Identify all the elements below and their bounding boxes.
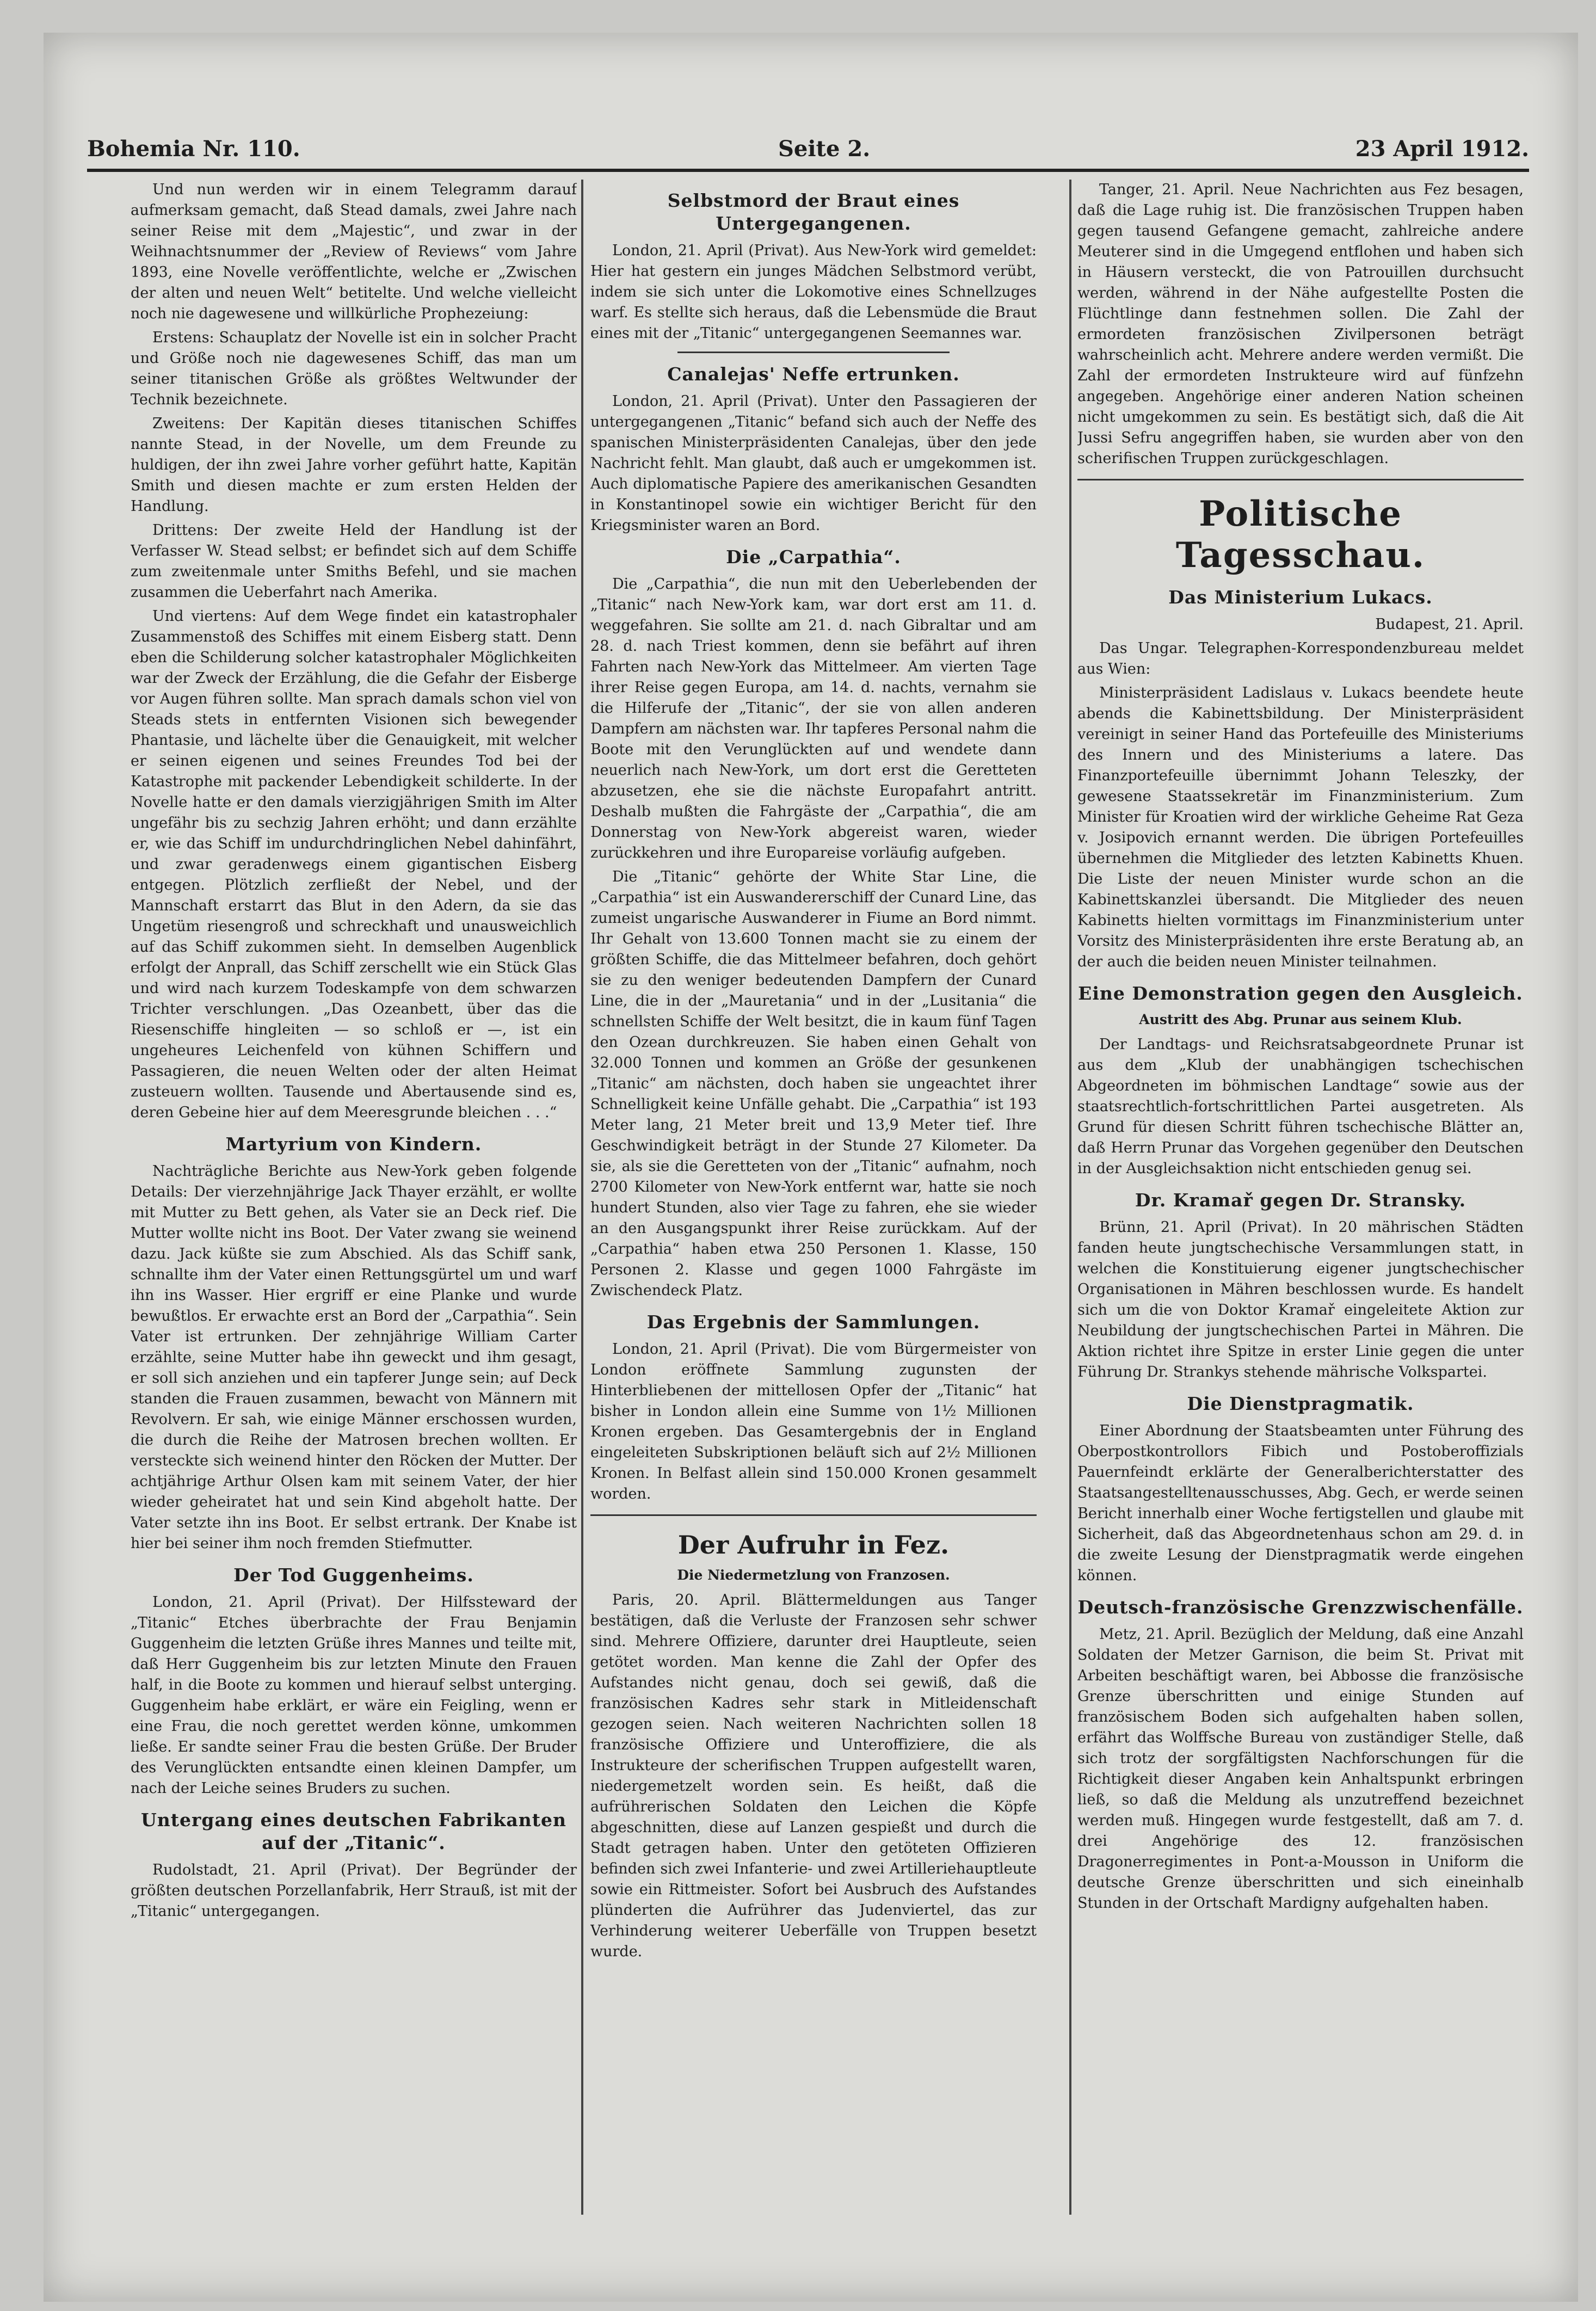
header-rule <box>87 169 1529 172</box>
headline-dienstpragmatik: Die Dienstpragmatik. <box>1187 1393 1414 1414</box>
headline-carpathia: Die „Carpathia“. <box>726 546 901 568</box>
column-1 <box>131 180 577 2215</box>
subheadline-aufruhr-fez: Die Niedermetzlung von Franzosen. <box>677 1567 950 1583</box>
article-separator <box>677 352 950 353</box>
headline-guggenheim: Der Tod Guggenheims. <box>233 1564 474 1586</box>
article-martyrium-body: Nachträgliche Berichte aus New-York geben folgende Details: Der vierzehnjährige Jack Thayer erzählt, er wollte mit Mutter zu Bett gehen, als Vater sie an Deck rief. Die Mutter wollte nicht ins Boot. Der Vater zwang sie weinend dazu. Jack küßte sie zum Abschied. Als das Schiff sank, schnallte ihm der Vater einen Rettungsgürtel um und warf ihn ins Wasser. Hier ergriff er eine Planke und wurde bewußtlos. Er erwachte erst an Bord der „Carpathia“. Sein Vater ist ertrunken. Der zehnjährige William Carter erzählte, seine Mutter habe ihn geweckt und ihm gesagt, er soll sich anziehen und ein tapferer Junge sein; auf Deck standen die Frauen zusammen, bewacht von Männern mit Revolvern. Er sah, wie einige Männer erschossen wurden, die durch die Reihe der Matrosen brechen wollten. Er versteckte sich weinend hinter den Röcken der Mutter. Der achtjährige Arthur Olsen kam mit seinem Vater, der hier wieder geheiratet hat und sein Kind abgeholt hatte. Der Vater setzte ihn ins Boot. Er selbst ertrank. Der Knabe ist hier bei seiner ihm noch fremden Stiefmutter. <box>131 1163 577 1552</box>
article-lukacs-body: Ministerpräsident Ladislaus v. Lukacs beendete heute abends die Kabinettsbildung. Der Ministerpräsident vereinigt in seiner Hand das Portefeuille des Ministeriums des Innern und des Ministeriums a latere. Das Finanzportefeuille übernimmt Johann Teleszky, der gewesene Staatssekretär im Finanzministerium. Zum Minister für Kroatien wird der wirkliche Geheime Rat Geza v. Josipovich ernannt werden. Die übrigen Portefeuilles übernehmen die Mitglieder des letzten Kabinetts Khuen. Die Liste der neuen Minister wurde schon an die Kabinettskanzlei übersandt. Die Mitglieder des neuen Kabinetts hielten vormittags im Finanzministerium unter Vorsitz des Ministerpräsidenten ihre erste Beratung ab, an der auch die beiden neuen Minister teilnahmen. <box>1077 685 1524 970</box>
column-2 <box>590 180 1037 2215</box>
article-selbstmord-body: London, 21. April (Privat). Aus New-York wird gemeldet: Hier hat gestern ein junges Mädchen Selbstmord verübt, indem sie sich unter die Lokomotive eines Schnellzuges warf. Es stellte sich heraus, daß die Lebensmüde die Braut eines mit der „Titanic“ untergegangenen Seemannes war. <box>590 242 1037 342</box>
stead-paragraph-intro: Und nun werden wir in einem Telegramm darauf aufmerksam gemacht, daß Stead damals, zwei Jahre nach seiner Reise mit dem „Majestic“, und zwar in der Weihnachtsnummer der „Review of Reviews“ vom Jahre 1893, eine Novelle veröffentlichte, welche er „Zwischen der alten und neuen Welt“ betitelte. Und welche vielleicht noch nie dagewesene und willkürliche Prophezeiung: <box>131 181 577 322</box>
subheadline-demonstration: Austritt des Abg. Prunar aus seinem Klub. <box>1139 1012 1462 1027</box>
headline-grenzzwischenfaelle: Deutsch-französische Grenzzwischenfälle. <box>1077 1597 1524 1618</box>
article-tanger-body: Tanger, 21. April. Neue Nachrichten aus Fez besagen, daß die Lage ruhig ist. Die französischen Truppen haben gegen tausend Gefangene gemacht, zahlreiche andere Meuterer sind in die Umgegend entflohen und haben sich in Häusern versteckt, die von Patrouillen durchsucht werden, während in der Nähe aufgestellte Posten die Flüchtlinge dann festnehmen sollen. Die Zahl der ermordeten französischen Zivilpersonen beträgt wahrscheinlich acht. Mehrere andere werden vermißt. Die Zahl der ermordeten Instrukteure wird auf fünfzehn angegeben. Angehörige einer anderen Nation scheinen nicht umgekommen zu sein. Es bestätigt sich, daß die Ait Jussi Sefru angegriffen haben, sie wurden aber von den scherifischen Truppen zurückgeschlagen. <box>1077 181 1524 467</box>
header-date: 23 April 1912. <box>1355 136 1529 162</box>
header-title: Bohemia Nr. 110. <box>87 136 300 162</box>
dateline-budapest: Budapest, 21. April. <box>1375 616 1524 633</box>
header-page-number: Seite 2. <box>778 136 871 162</box>
column-divider-2 <box>1069 180 1071 2215</box>
article-carpathia-body-2: Die „Titanic“ gehörte der White Star Line, die „Carpathia“ ist ein Auswandererschiff der Cunard Line, das zumeist ungarische Auswanderer in Fiume an Bord nimmt. Ihr Gehalt von 13.600 Tonnen macht sie zu einem der größten Schiffe, die das Mittelmeer befahren, doch gehört sie zu den weniger bedeutenden Dampfern der Cunard Line, die in der „Mauretania“ und in der „Lusitania“ die schnellsten Schiffe der Welt besitzt, die in kaum fünf Tagen den Ozean durchkreuzen. Sie haben einen Gehalt von 32.000 Tonnen und kommen an Größe der gesunkenen „Titanic“ am nächsten, doch haben sie ungeachtet ihrer Schnelligkeit keine Unfälle gehabt. Die „Carpathia“ ist 193 Meter lang, 21 Meter breit und 13,9 Meter tief. Ihre Geschwindigkeit beträgt in der Stunde 27 Kilometer. Da sie, als sie die Geretteten von der „Titanic“ aufnahm, noch 2700 Kilometer von New-York entfernt war, hatte sie noch hundert Stunden, also vier Tage zu fahren, ehe sie wieder an den Ausgangspunkt ihrer Reise zurückkam. Auf der „Carpathia“ haben etwa 250 Personen 1. Klasse, 150 Personen 2. Klasse und gegen 1000 Fahrgäste im Zwischendeck Platz. <box>590 868 1037 1299</box>
stead-paragraph-third: Drittens: Der zweite Held der Handlung ist der Verfasser W. Stead selbst; er befindet sich auf dem Schiffe zum zweitenmale unter Smiths Befehl, und sie machen zusammen die Ueberfahrt nach Amerika. <box>131 522 577 601</box>
section-separator <box>1077 479 1524 480</box>
stead-paragraph-second: Zweitens: Der Kapitän dieses titanischen Schiffes nannte Stead, in der Novelle, um dem Freunde zu huldigen, der ihn zwei Jahre vorher geführt hatte, Kapitän Smith und diesen machte er zum ersten Helden der Handlung. <box>131 415 577 515</box>
headline-fabrikant: Untergang eines deutschen Fabrikanten auf der „Titanic“. <box>141 1809 566 1853</box>
stead-paragraph-fourth: Und viertens: Auf dem Wege findet ein katastrophaler Zusammenstoß des Schiffes mit einem Eisberg statt. Denn eben die Schilderung solcher katastrophaler Möglichkeiten war der Zweck der Erzählung, die die Gefahr der Eisberge vor Augen führen sollte. Man sprach damals schon viel von Steads stets in entfernten Visionen sich bewegender Phantasie, und lächelte über die Genauigkeit, mit welcher er seinen eigenen und seines Freundes Tod bei der Katastrophe mit packender Lebendigkeit schilderte. In der Novelle hatte er den damals vierzigjährigen Smith im Alter ungefähr bis zu sechzig Jahren erhöht; und dann erzählte er, wie das Schiff im undurchdringlichen Nebel dahinfährt, und zwar geradenwegs einem gigantischen Eisberg entgegen. Plötzlich zerfließt der Nebel, und der Mannschaft erstarrt das Blut in den Adern, da sie das Ungetüm riesengroß und schreckhaft und unausweichlich auf das Schiff zukommen sieht. In demselben Augenblick erfolgt der Anprall, das Schiff zerschellt wie ein Stück Glas und wird nach kurzem Todeskampfe von dem schwarzen Trichter verschlungen. „Das Ozeanbett, über das die Riesenschiffe hingleiten — so schloß er —, ist ein ungeheures Leichenfeld von kühnen Schiffern und Passagieren, die neuen Welten oder der alten Heimat zusteuern wollten. Tausende und Abertausende sind es, deren Gebeine hier auf dem Meeresgrunde bleichen . . .“ <box>131 608 577 1121</box>
column-3 <box>1077 180 1524 2215</box>
headline-canalejas: Canalejas' Neffe ertrunken. <box>667 363 960 385</box>
article-fabrikant-body: Rudolstadt, 21. April (Privat). Der Begründer der größten deutschen Porzellanfabrik, Herr Strauß, ist mit der „Titanic“ untergegangen. <box>131 1862 577 1920</box>
section-separator <box>590 1514 1037 1516</box>
stead-paragraph-first: Erstens: Schauplatz der Novelle ist ein in solcher Pracht und Größe noch nie dagewesenes Schiff, das man um seiner titanischen Größe als größtes Weltwunder der Technik bezeichnete. <box>131 329 577 408</box>
article-kramar-body: Brünn, 21. April (Privat). In 20 mährischen Städten fanden heute jungtschechische Versammlungen statt, in welchen die Konstituierung eigener jungtschechischer Organisationen in Mähren beschlossen wurde. Es handelt sich um die von Doktor Kramař eingeleitete Aktion zur Neubildung der jungtschechischen Partei in Mähren. Die Aktion richtet ihre Spitze in erster Linie gegen die unter Führung Dr. Strankys stehende mährische Volkspartei. <box>1077 1219 1524 1381</box>
article-demonstration-body: Der Landtags- und Reichsratsabgeordnete Prunar ist aus dem „Klub der unabhängigen tschechischen Abgeordneten im böhmischen Landtage“ sowie aus der staatsrechtlich-fortschrittlichen Partei ausgetreten. Als Grund für diesen Schritt führen tschechische Blätter an, daß Herrn Prunar das Vorgehen gegenüber den Deutschen in der Ausgleichsaktion nicht entschieden genug sei. <box>1077 1036 1524 1177</box>
page-header <box>87 136 1529 169</box>
headline-selbstmord: Selbstmord der Braut eines Untergegangenen. <box>667 190 960 234</box>
headline-demonstration: Eine Demonstration gegen den Ausgleich. <box>1078 983 1523 1004</box>
headline-kramar: Dr. Kramař gegen Dr. Stransky. <box>1135 1190 1466 1211</box>
article-aufruhr-fez-body: Paris, 20. April. Blättermeldungen aus Tanger bestätigen, daß die Verluste der Franzosen sehr schwer sind. Mehrere Offiziere, darunter drei Hauptleute, seien getötet worden. Man kenne die Zahl der Opfer des Aufstandes nicht genau, doch sei gewiß, daß die französischen Kadres sehr stark in Mitleidenschaft gezogen seien. Nach weiteren Nachrichten sollen 18 französische Offiziere und Unteroffiziere, die als Instrukteure der scherifischen Truppen aufgestellt waren, niedergemetzelt worden sein. Es heißt, daß die aufrührerischen Soldaten den Leichen die Köpfe abgeschnitten, diese auf Lanzen gespießt und durch die Stadt getragen haben. Unter den getöteten Offizieren befinden sich zwei Infanterie- und zwei Artilleriehauptleute sowie ein Rittmeister. Sofort bei Ausbruch des Aufstandes plünderten die Aufrührer das Judenviertel, das zur Verhinderung weiterer Ueberfälle von Truppen besetzt wurde. <box>590 1592 1037 1960</box>
headline-ministerium-lukacs: Das Ministerium Lukacs. <box>1168 587 1433 608</box>
headline-martyrium: Martyrium von Kindern. <box>225 1133 482 1155</box>
article-carpathia-body-1: Die „Carpathia“, die nun mit den Ueberlebenden der „Titanic“ nach New-York kam, war dort erst am 11. d. weggefahren. Sie sollte am 21. d. nach Gibraltar und am 28. d. nach Triest kommen, denn sie befährt auf ihren Fahrten nach New-York das Mittelmeer. Am vierten Tage ihrer Reise gegen Europa, am 14. d. nachts, vernahm sie die Hilferufe der „Titanic“, der sie von allen anderen Dampfern am nächsten war. Ihr tapferes Personal nahm die Boote mit den Verunglückten auf und wendete dann neuerlich nach New-York, um dort erst die Geretteten abzusetzen, ehe sie die nächste Europafahrt antritt. Deshalb mußten die Fahrgäste der „Carpathia“, die am Donnerstag von New-York abgereist waren, wieder zurückkehren und ihre Europareise vorläufig aufgeben. <box>590 576 1037 861</box>
article-guggenheim-body: London, 21. April (Privat). Der Hilfssteward der „Titanic“ Etches überbrachte der Frau Benjamin Guggenheim die letzten Grüße ihres Mannes und teilte mit, daß Herr Guggenheim bis zur letzten Minute den Frauen half, in die Boote zu kommen und hierauf selbst unterging. Guggenheim habe erklärt, er wäre ein Feigling, wenn er eine Frau, die noch gerettet werden könne, umkommen ließe. Er sandte seiner Frau die besten Grüße. Der Bruder des Verunglückten entsandte einen kleinen Dampfer, um nach der Leiche seines Bruders zu suchen. <box>131 1594 577 1797</box>
article-lukacs-intro: Das Ungar. Telegraphen-Korrespondenzbureau meldet aus Wien: <box>1077 640 1524 677</box>
article-canalejas-body: London, 21. April (Privat). Unter den Passagieren der untergegangenen „Titanic“ befand sich auch der Neffe des spanischen Ministerpräsidenten Canalejas, über den jede Nachricht fehlt. Man glaubt, daß auch er umgekommen ist. Auch diplomatische Papiere des amerikanischen Gesandten in Konstantinopel sowie ein wichtiger Bericht für den Kriegsminister waren an Bord. <box>590 393 1037 534</box>
article-grenzzwischenfaelle-body: Metz, 21. April. Bezüglich der Meldung, daß eine Anzahl Soldaten der Metzer Garnison, die beim St. Privat mit Arbeiten beschäftigt waren, bei Abbosse die französische Grenze überschritten und einige Stunden auf französischem Boden sich aufgehalten haben sollen, erfährt das Wolffsche Bureau von zuständiger Stelle, daß sich trotz der sorgfältigsten Nachforschungen für die Richtigkeit dieser Angaben kein Anhaltspunkt erbringen ließ, so daß die Meldung als unzutreffend bezeichnet werden muß. Hingegen wurde festgestellt, daß am 7. d. drei Angehörige des 12. französischen Dragonerregimentes in Pont-a-Mousson in Uniform die deutsche Grenze überschritten und sich eineinhalb Stunden in der Ortschaft Mardigny aufgehalten haben. <box>1077 1626 1524 1912</box>
article-dienstpragmatik-body: Einer Abordnung der Staatsbeamten unter Führung des Oberpostkontrollors Fibich und Postoberoffizials Pauernfeindt erklärte der Generalberichterstatter des Staatsangestelltenausschusses, Abg. Gech, er werde seinen Bericht innerhalb einer Woche fertigstellen und glaube mit Sicherheit, daß das Abgeordnetenhaus schon am 29. d. in die zweite Lesung der Dienstpragmatik werde eingehen können. <box>1077 1422 1524 1584</box>
headline-aufruhr-fez: Der Aufruhr in Fez. <box>677 1530 950 1560</box>
headline-sammlungen: Das Ergebnis der Sammlungen. <box>646 1311 981 1333</box>
section-title-politische-tagesschau: Politische Tagesschau. <box>1175 494 1426 576</box>
column-divider-1 <box>581 180 583 2215</box>
article-sammlungen-body: London, 21. April (Privat). Die vom Bürgermeister von London eröffnete Sammlung zugunsten der Hinterbliebenen der mittellosen Opfer der „Titanic“ hat bisher in London allein eine Summe von 1½ Millionen Kronen ergeben. Das Gesamtergebnis der in England eingeleiteten Subskriptionen beläuft sich auf 2½ Millionen Kronen. In Belfast allein sind 150.000 Kronen gesammelt worden. <box>590 1341 1037 1502</box>
